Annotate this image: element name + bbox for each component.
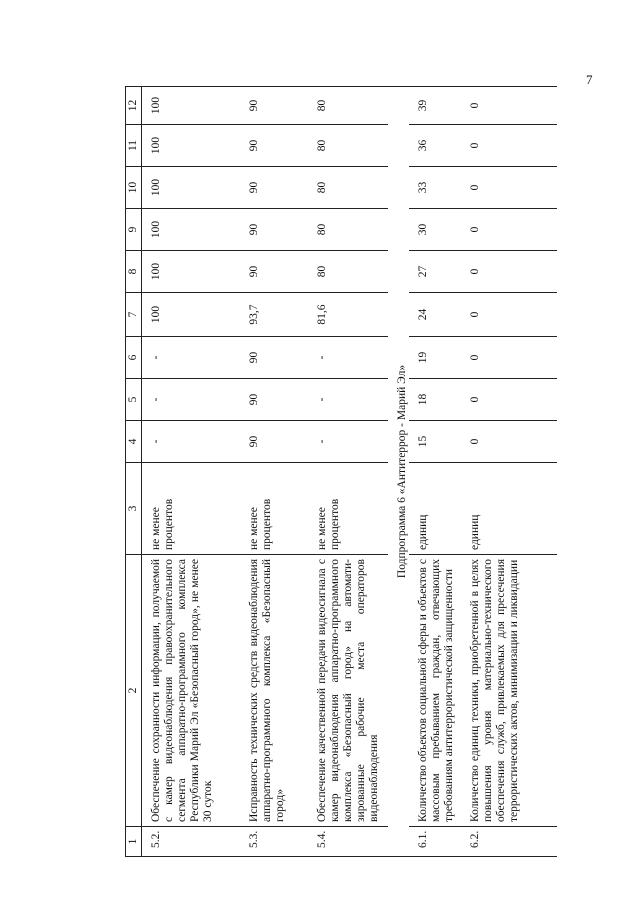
column-header: 9 — [126, 209, 142, 251]
indicator-table — [125, 86, 557, 857]
row-index: 6.1. — [409, 827, 461, 857]
indicator-unit: не менее процентов — [142, 463, 241, 555]
value-cell: - — [308, 421, 388, 463]
value-cell: 90 — [240, 337, 308, 379]
column-header: 6 — [126, 337, 142, 379]
value-cell: 27 — [409, 251, 461, 293]
row-index: 5.3. — [240, 827, 308, 857]
indicator-unit: единиц — [461, 463, 557, 555]
value-cell: 15 — [409, 421, 461, 463]
column-header: 8 — [126, 251, 142, 293]
value-cell: 0 — [461, 251, 557, 293]
value-cell: 36 — [409, 125, 461, 167]
table-row — [308, 87, 388, 857]
value-cell: 100 — [142, 293, 241, 337]
column-header: 7 — [126, 293, 142, 337]
value-cell: 90 — [240, 167, 308, 209]
row-index: 6.2. — [461, 827, 557, 857]
column-header: 12 — [126, 87, 142, 125]
indicator-name: Количество единиц техники, приобретенной в целях повышения уровня материально-технического обеспечения служб, привлекаемых для пресечения террористических актов, минимизации и ликвидации — [461, 555, 557, 827]
value-cell: - — [308, 337, 388, 379]
value-cell: 0 — [461, 293, 557, 337]
column-header: 1 — [126, 827, 142, 857]
indicator-table-sheet — [125, 87, 639, 857]
table-row — [142, 87, 241, 857]
value-cell: 0 — [461, 209, 557, 251]
subprogram-title: Подпрограмма 6 «Антитеррор - Марий Эл» — [388, 87, 409, 857]
value-cell: 90 — [240, 251, 308, 293]
value-cell: 24 — [409, 293, 461, 337]
value-cell: 80 — [308, 125, 388, 167]
value-cell: 80 — [308, 87, 388, 125]
subprogram-row — [388, 87, 409, 857]
column-header: 11 — [126, 125, 142, 167]
value-cell: - — [142, 379, 241, 421]
value-cell: 100 — [142, 167, 241, 209]
value-cell: 80 — [308, 209, 388, 251]
indicator-unit: не менее процентов — [240, 463, 308, 555]
indicator-name: Обеспечение сохранности информации, получаемой с камер видеонаблюдения правоохранительного сегмента аппаратно-программного комплекса Республики Марий Эл «Безопасный город», не менее 30 суток — [142, 555, 241, 827]
indicator-name: Исправность технических средств видеонаблюдения аппаратно-программного комплекса «Безопасный город» — [240, 555, 308, 827]
indicator-name: Обеспечение качественной передачи видеосигнала с камер видеонаблюдения аппаратно-программного комплекса «Безопасный город» на автомати-зированные рабочие места операторов видеонаблюдения — [308, 555, 388, 827]
value-cell: 90 — [240, 379, 308, 421]
table-row — [461, 87, 557, 857]
value-cell: 100 — [142, 87, 241, 125]
table-row — [240, 87, 308, 857]
indicator-unit: не менее процентов — [308, 463, 388, 555]
value-cell: 0 — [461, 379, 557, 421]
column-header: 2 — [126, 555, 142, 827]
value-cell: - — [142, 337, 241, 379]
value-cell: 0 — [461, 167, 557, 209]
value-cell: 0 — [461, 87, 557, 125]
indicator-unit: единиц — [409, 463, 461, 555]
value-cell: 39 — [409, 87, 461, 125]
value-cell: 93,7 — [240, 293, 308, 337]
indicator-name: Количество объектов социальной сферы и объектов с массовым пребыванием граждан, отвечающих требованиям антитеррористической защищенности — [409, 555, 461, 827]
value-cell: 19 — [409, 337, 461, 379]
column-header: 5 — [126, 379, 142, 421]
column-number-row — [126, 87, 142, 857]
value-cell: 100 — [142, 209, 241, 251]
value-cell: 30 — [409, 209, 461, 251]
column-header: 10 — [126, 167, 142, 209]
value-cell: 90 — [240, 87, 308, 125]
page-number: 7 — [586, 72, 593, 87]
value-cell: - — [308, 379, 388, 421]
value-cell: 81,6 — [308, 293, 388, 337]
value-cell: 80 — [308, 251, 388, 293]
value-cell: 100 — [142, 125, 241, 167]
value-cell: 18 — [409, 379, 461, 421]
value-cell: 90 — [240, 209, 308, 251]
row-index: 5.2. — [142, 827, 241, 857]
value-cell: 0 — [461, 337, 557, 379]
value-cell: 33 — [409, 167, 461, 209]
value-cell: 0 — [461, 421, 557, 463]
table-row — [409, 87, 461, 857]
value-cell: 0 — [461, 125, 557, 167]
value-cell: 90 — [240, 125, 308, 167]
column-header: 4 — [126, 421, 142, 463]
column-header: 3 — [126, 463, 142, 555]
value-cell: 100 — [142, 251, 241, 293]
value-cell: 90 — [240, 421, 308, 463]
value-cell: - — [142, 421, 241, 463]
row-index: 5.4. — [308, 827, 388, 857]
value-cell: 80 — [308, 167, 388, 209]
